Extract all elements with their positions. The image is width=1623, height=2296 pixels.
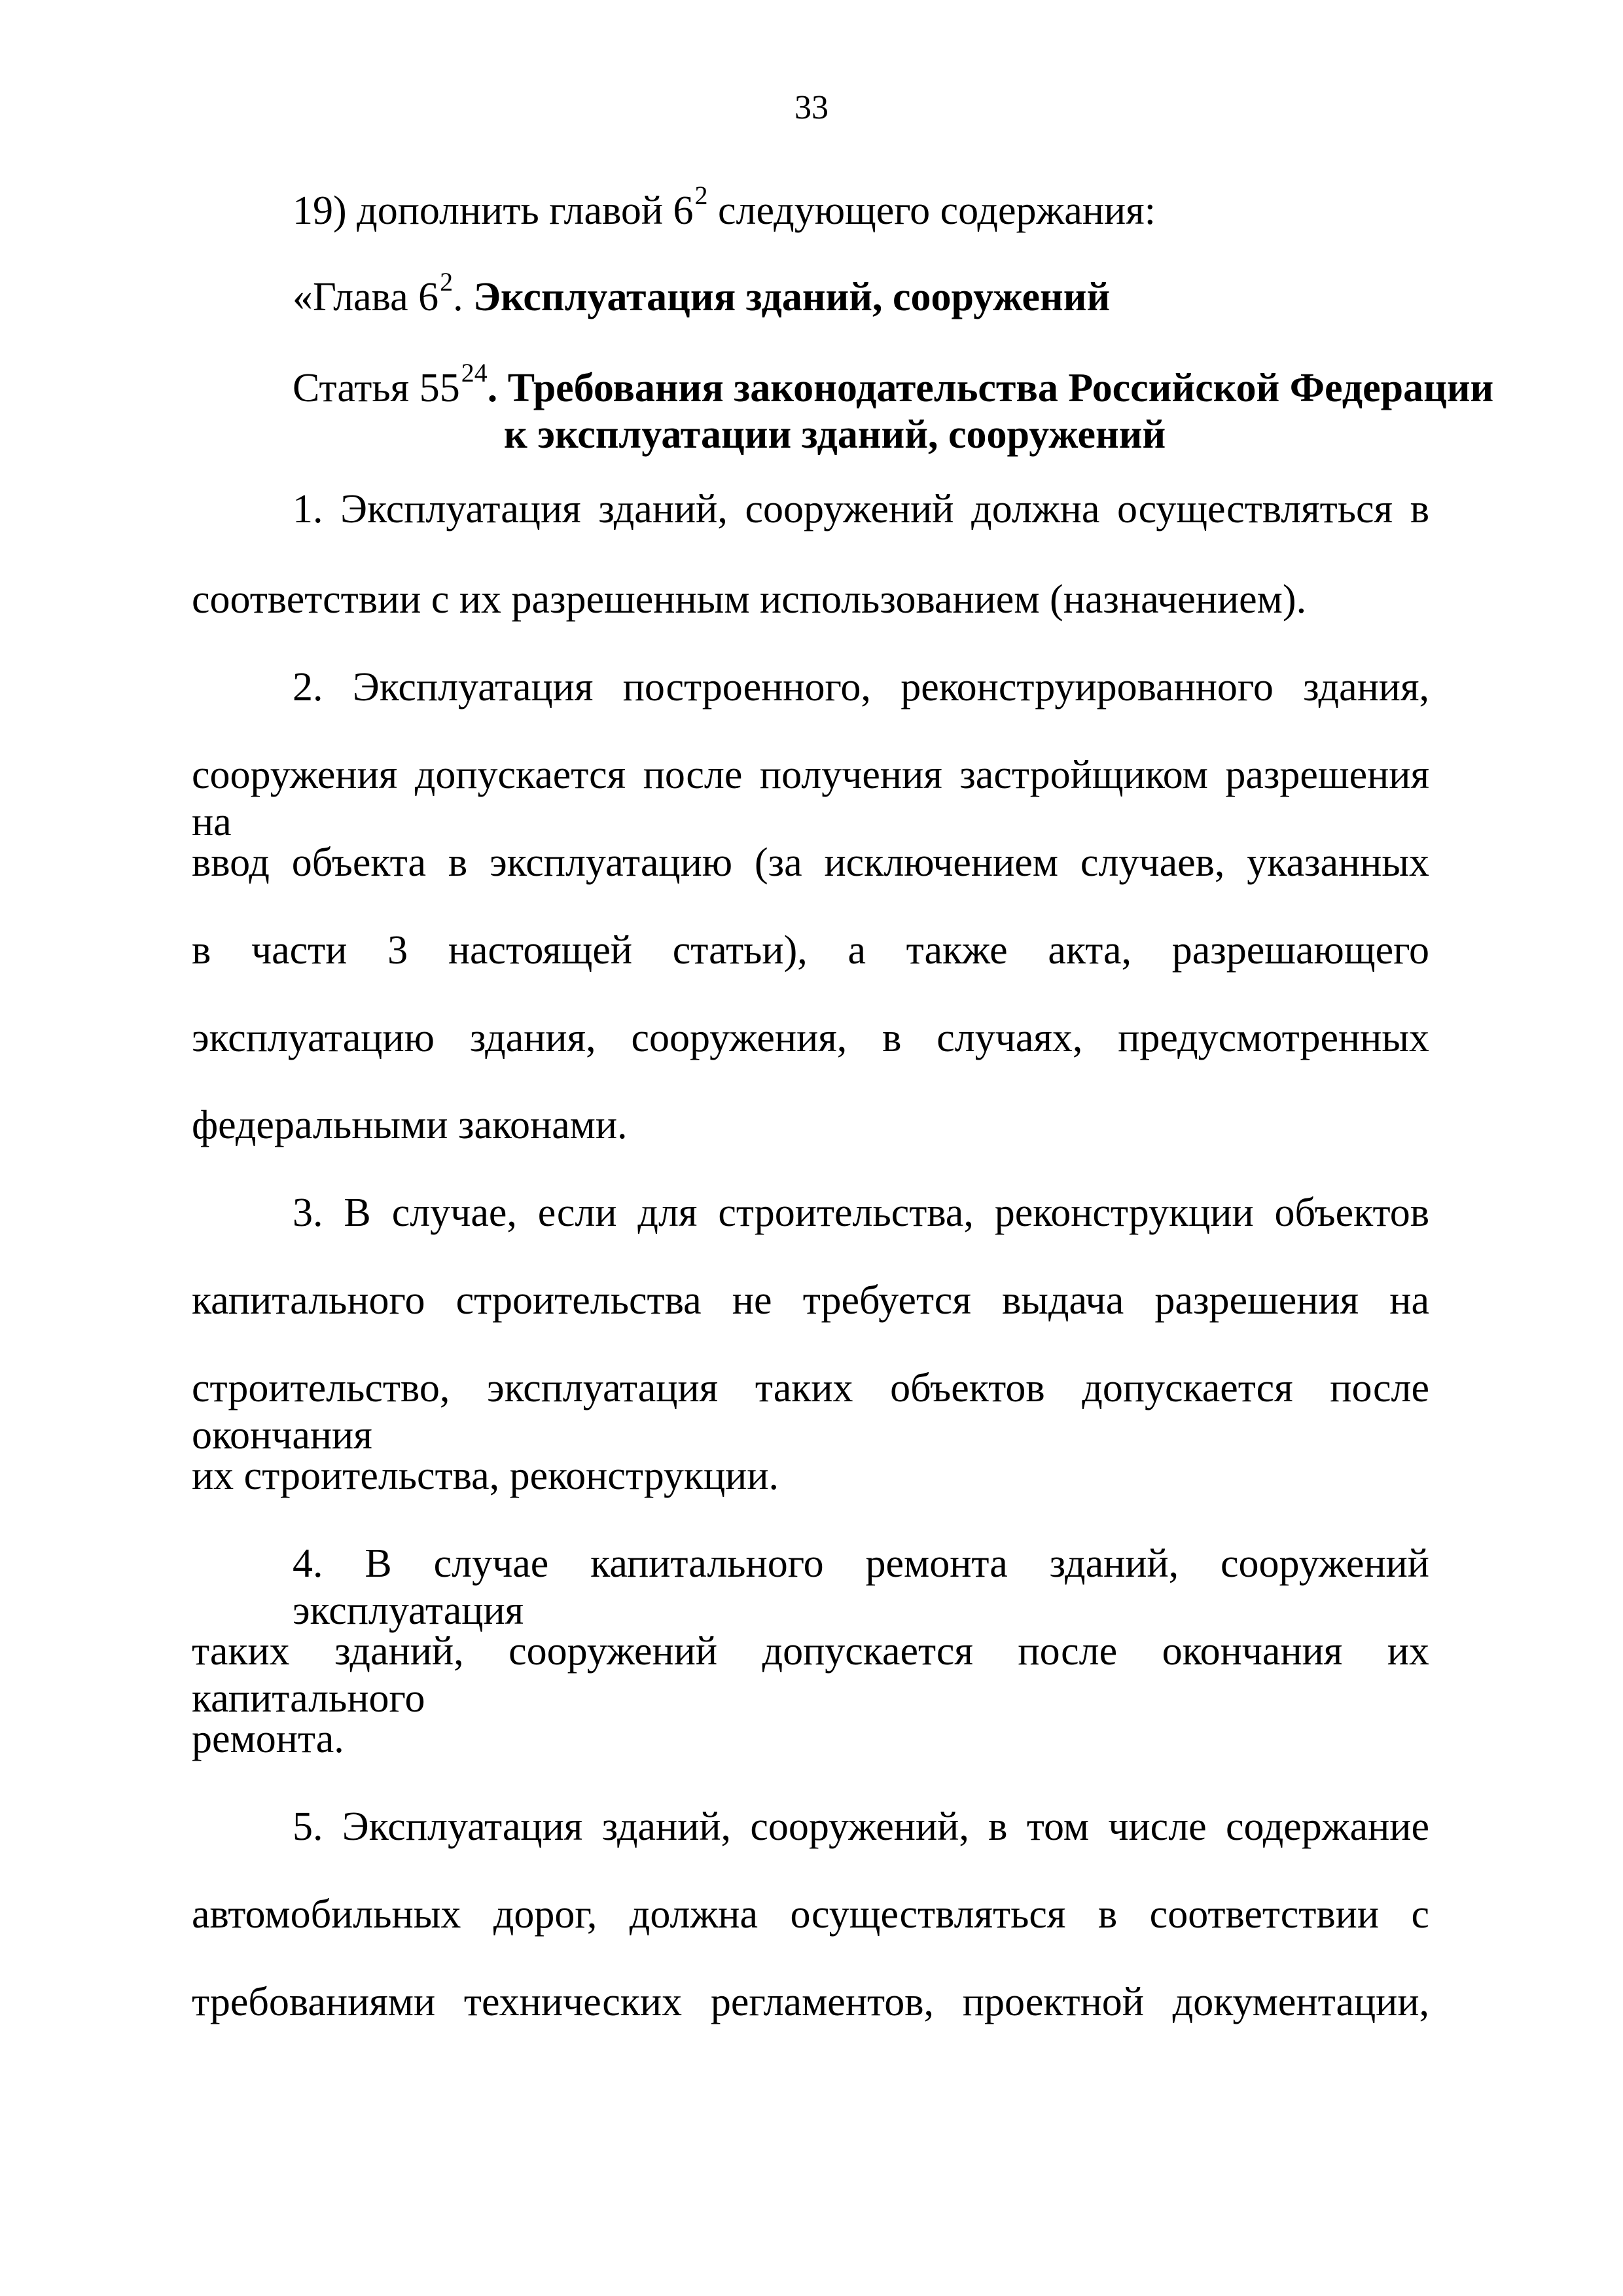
article-prefix: Статья 55 [293,366,460,410]
paragraph-1-line-1: 1. Эксплуатация зданий, сооружений должна осуществляться в [293,487,1429,531]
chapter-title: Эксплуатация зданий, сооружений [473,275,1111,319]
article-heading [293,358,1494,412]
paragraph-2-line-4: в части 3 настоящей статьи), а также акта, разрешающего [192,928,1429,973]
page-number: 33 [794,89,829,126]
paragraph-2-line-3: ввод объекта в эксплуатацию (за исключением случаев, указанных [192,840,1429,885]
paragraph-5-line-3: требованиями технических регламентов, проектной документации, [192,1980,1429,2024]
amendment-intro-tail: следующего содержания: [707,188,1156,233]
paragraph-5-line-1: 5. Эксплуатация зданий, сооружений, в том числе содержание [293,1804,1429,1849]
paragraph-4-line-3: ремонта. [192,1717,344,1761]
paragraph-3-line-2: капитального строительства не требуется выдача разрешения на [192,1278,1429,1323]
article-superscript: 24 [461,358,488,387]
chapter-dot: . [453,275,474,319]
paragraph-2-line-1: 2. Эксплуатация построенного, реконструированного здания, [293,665,1429,709]
paragraph-4-line-1: 4. В случае капитального ремонта зданий, сооружений эксплуатация [293,1541,1429,1633]
article-title-line2: к эксплуатации зданий, сооружений [504,412,1166,457]
amendment-intro-superscript: 2 [694,181,708,210]
paragraph-2-line-6: федеральными законами. [192,1103,628,1147]
paragraph-3-line-4: их строительства, реконструкции. [192,1454,779,1498]
amendment-intro-text: 19) дополнить главой 6 [293,188,694,233]
chapter-superscript: 2 [440,267,454,296]
paragraph-2-line-5: эксплуатацию здания, сооружения, в случаях, предусмотренных [192,1016,1429,1060]
paragraph-5-line-2: автомобильных дорог, должна осуществляться в соответствии с [192,1892,1429,1937]
chapter-heading [293,267,1111,321]
paragraph-3-line-1: 3. В случае, если для строительства, реконструкции объектов [293,1191,1429,1235]
paragraph-2-line-2: сооружения допускается после получения застройщиком разрешения на [192,753,1429,844]
article-dot: . [487,366,508,410]
article-title-line1: Требования законодательства Российской Федерации [507,366,1494,410]
amendment-intro [293,181,1156,234]
paragraph-4-line-2: таких зданий, сооружений допускается после окончания их капитального [192,1629,1429,1721]
paragraph-3-line-3: строительство, эксплуатация таких объектов допускается после окончания [192,1366,1429,1458]
paragraph-1-line-2: соответствии с их разрешенным использованием (назначением). [192,577,1307,622]
chapter-prefix: «Глава 6 [293,275,439,319]
